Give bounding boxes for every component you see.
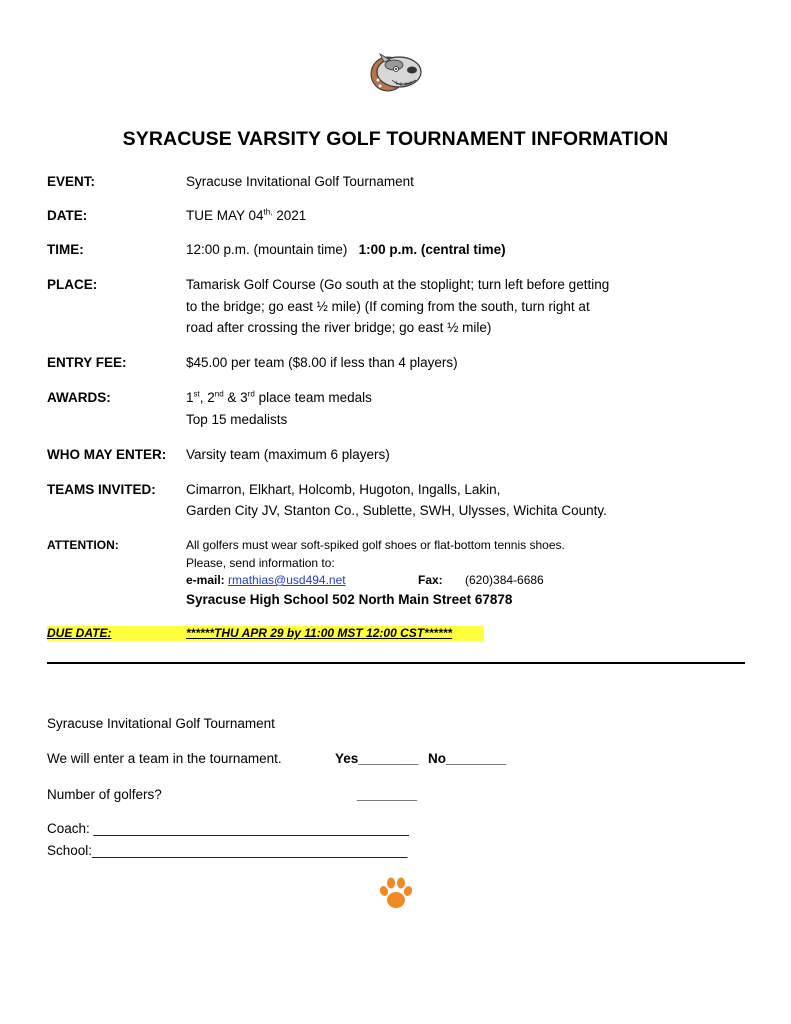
attention-label: ATTENTION: xyxy=(47,538,119,552)
time-label: TIME: xyxy=(47,242,84,257)
awards-label: AWARDS: xyxy=(47,390,111,405)
coach-field[interactable]: Coach: __________________________________________ xyxy=(47,821,409,836)
paw-print-icon xyxy=(378,876,414,910)
email-label: e-mail: xyxy=(186,573,225,587)
fax-label: Fax: xyxy=(418,573,443,587)
email-link[interactable]: rmathias@usd494.net xyxy=(228,573,346,587)
contact-line xyxy=(186,573,346,587)
golfers-blank[interactable]: ________ xyxy=(357,787,418,802)
due-date-label: DUE DATE: xyxy=(47,626,112,640)
entry-fee-label: ENTRY FEE: xyxy=(47,355,127,370)
form-heading: Syracuse Invitational Golf Tournament xyxy=(47,716,275,731)
event-value: Syracuse Invitational Golf Tournament xyxy=(186,174,414,189)
teams-invited-line-2: Garden City JV, Stanton Co., Sublette, SWH, Ulysses, Wichita County. xyxy=(186,503,607,518)
golfers-label: Number of golfers? xyxy=(47,787,162,802)
who-may-enter-label: WHO MAY ENTER: xyxy=(47,447,167,462)
school-field[interactable]: School:__________________________________________ xyxy=(47,843,408,858)
entry-fee-value: $45.00 per team ($8.00 if less than 4 players) xyxy=(186,355,458,370)
teams-invited-line-1: Cimarron, Elkhart, Holcomb, Hugoton, Ingalls, Lakin, xyxy=(186,482,501,497)
attention-line-1: All golfers must wear soft-spiked golf shoes or flat-bottom tennis shoes. xyxy=(186,538,565,552)
yes-blank[interactable]: Yes________ xyxy=(335,751,419,766)
place-line-3: road after crossing the river bridge; go east ½ mile) xyxy=(186,320,492,335)
fax-value: (620)384-6686 xyxy=(465,573,544,587)
central-time: 1:00 p.m. (central time) xyxy=(358,242,506,257)
teams-invited-label: TEAMS INVITED: xyxy=(47,482,156,497)
place-line-1: Tamarisk Golf Course (Go south at the stoplight; turn left before getting xyxy=(186,277,610,292)
school-address: Syracuse High School 502 North Main Street 67878 xyxy=(186,592,513,607)
date-value: TUE MAY $04^{th,}$ 2021 xyxy=(186,207,307,223)
attention-line-2: Please, send information to: xyxy=(186,556,335,570)
awards-line-2: Top 15 medalists xyxy=(186,412,288,427)
place-line-2: to the bridge; go east ½ mile) (If coming from the south, turn right at xyxy=(186,299,590,314)
divider xyxy=(47,662,745,664)
enter-question: We will enter a team in the tournament. xyxy=(47,751,282,766)
document-title: SYRACUSE VARSITY GOLF TOURNAMENT INFORMATION xyxy=(122,128,669,150)
no-blank[interactable]: No________ xyxy=(428,751,507,766)
date-label: DATE: xyxy=(47,208,88,223)
time-value: 12:00 p.m. (mountain time) 1:00 p.m. (central time) xyxy=(186,242,506,257)
place-label: PLACE: xyxy=(47,277,98,292)
due-date-value: ******THU APR 29 by 11:00 MST 12:00 CST****** xyxy=(186,626,453,640)
awards-line-1: 1st, 2nd & 3rd place team medals xyxy=(186,389,372,405)
bulldog-logo-icon xyxy=(366,50,426,100)
who-may-enter-value: Varsity team (maximum 6 players) xyxy=(186,447,390,462)
event-label: EVENT: xyxy=(47,174,96,189)
